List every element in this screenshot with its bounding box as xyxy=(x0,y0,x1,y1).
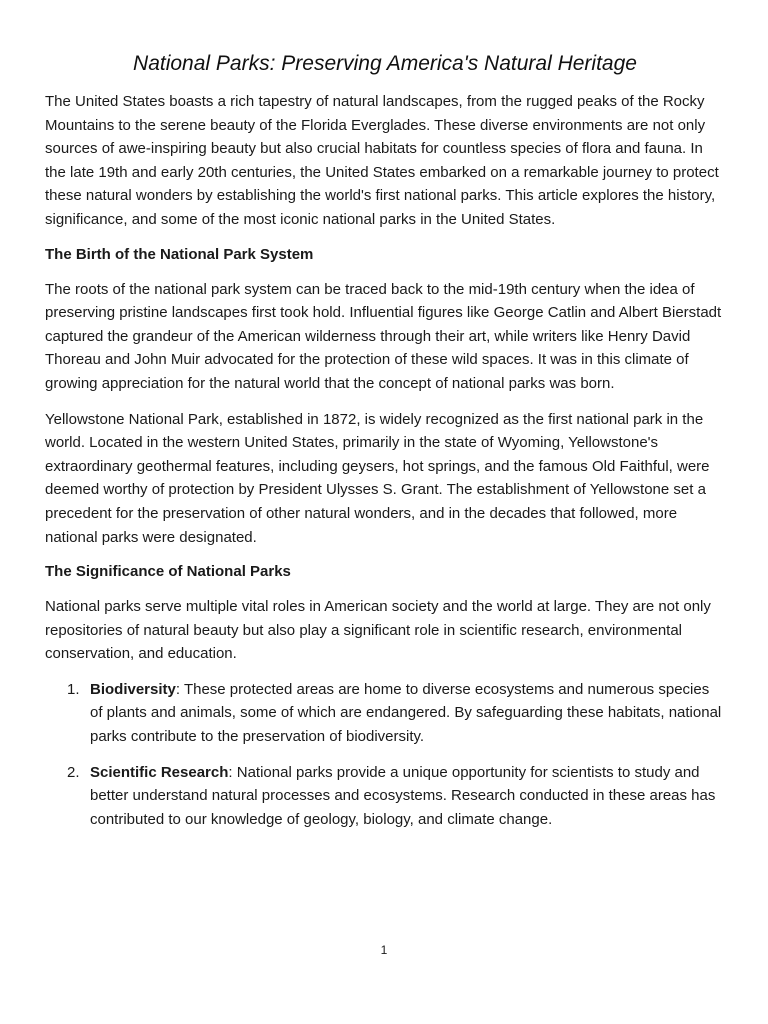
list-item-term: Scientific Research xyxy=(90,763,229,781)
significance-list xyxy=(45,678,725,832)
list-item-text: : These protected areas are home to diverse ecosystems and numerous species of plants and animals, some of which are endangered. By safeguarding these habitats, national parks contribute to the preservation of biodiversity. xyxy=(90,680,722,746)
birth-paragraph-2: Yellowstone National Park, established in 1872, is widely recognized as the first national park in the world. Located in the western United States, primarily in the state of Wyoming, Yellowstone's extraordinary geothermal features, including geysers, hot springs, and the famous Old Faithful, were deemed worthy of protection by President Ulysses S. Grant. The establishment of Yellowstone set a precedent for the preservation of other natural wonders, and in the decades that followed, more national parks were designated. xyxy=(45,410,710,546)
list-item-number: 2. xyxy=(67,763,80,781)
page-number: 1 xyxy=(380,943,388,957)
list-item-biodiversity xyxy=(45,678,725,749)
list-item-number: 1. xyxy=(67,680,80,698)
list-item-term: Biodiversity xyxy=(90,680,176,698)
intro-paragraph: The United States boasts a rich tapestry of natural landscapes, from the rugged peaks of the Rocky Mountains to the serene beauty of the Florida Everglades. These diverse environments are not only sources of awe-inspiring beauty but also crucial habitats for countless species of flora and fauna. In the late 19th and early 20th centuries, the United States embarked on a remarkable journey to protect these natural wonders by establishing the world's first national parks. This article explores the history, significance, and some of the most iconic national parks in the United States. xyxy=(45,93,719,228)
section-heading-birth: The Birth of the National Park System xyxy=(45,245,314,263)
list-item-text: : National parks provide a unique opportunity for scientists to study and better understand natural processes and ecosystems. Research conducted in these areas has contributed to our knowledge of geology, biology, and climate change. xyxy=(90,763,716,828)
significance-paragraph: National parks serve multiple vital roles in American society and the world at large. They are not only repositories of natural beauty but also play a significant role in scientific research, environmental conservation, and education. xyxy=(45,598,711,663)
list-item-scientific-research xyxy=(45,761,725,832)
document-page xyxy=(45,50,725,843)
birth-paragraph-1: The roots of the national park system can be traced back to the mid-19th century when the idea of preserving pristine landscapes first took hold. Influential figures like George Catlin and Albert Bierstadt captured the grandeur of the American wilderness through their art, while writers like Henry David Thoreau and John Muir advocated for the protection of these wild spaces. It was in this climate of growing appreciation for the natural world that the concept of national parks was born. xyxy=(45,280,722,392)
document-title: National Parks: Preserving America's Natural Heritage xyxy=(133,52,637,75)
section-heading-significance: The Significance of National Parks xyxy=(45,563,291,581)
